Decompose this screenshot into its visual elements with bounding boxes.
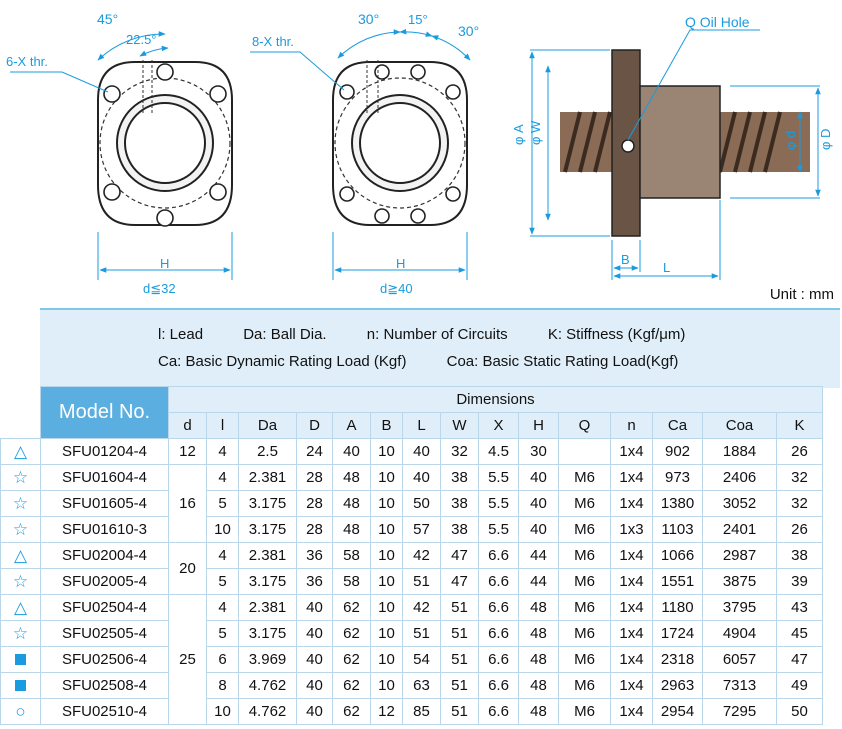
model-number: SFU01204-4 — [41, 439, 169, 465]
cell-k: 26 — [777, 517, 823, 543]
cell-q: M6 — [559, 621, 611, 647]
cell-n: 1x4 — [611, 439, 653, 465]
table-row — [1, 595, 823, 621]
model-number: SFU02004-4 — [41, 543, 169, 569]
row-marker — [1, 673, 41, 699]
table-row — [1, 517, 823, 543]
cell-h: 48 — [519, 647, 559, 673]
cell-x: 6.6 — [479, 543, 519, 569]
cell-w: 38 — [441, 517, 479, 543]
row-marker: △ — [1, 595, 41, 621]
cell-b: 10 — [371, 439, 403, 465]
legend-line-1 — [158, 326, 685, 343]
legend-box — [40, 308, 840, 388]
cell-x: 4.5 — [479, 439, 519, 465]
cell-l: 10 — [207, 517, 239, 543]
cell-b: 12 — [371, 699, 403, 725]
cell-w: 51 — [441, 621, 479, 647]
cell-l: 42 — [403, 595, 441, 621]
legend-static-load: Coa: Basic Static Rating Load(Kgf) — [446, 353, 679, 370]
legend-line-2 — [158, 353, 678, 370]
cell-ca: 2954 — [653, 699, 703, 725]
cell-q: M6 — [559, 699, 611, 725]
left-angle-45: 45° — [97, 11, 119, 27]
cell-n: 1x4 — [611, 543, 653, 569]
table-row — [1, 647, 823, 673]
cell-b: 10 — [371, 595, 403, 621]
dim-l-label: L — [663, 260, 671, 275]
cell-l: 8 — [207, 673, 239, 699]
legend-ball-dia: Da: Ball Dia. — [243, 326, 327, 343]
cell-k: 43 — [777, 595, 823, 621]
header-corner-2 — [1, 413, 41, 439]
spec-table — [0, 386, 823, 725]
cell-d: 28 — [297, 465, 333, 491]
oil-hole-label: Q Oil Hole — [685, 14, 750, 30]
cell-x: 6.6 — [479, 569, 519, 595]
left-dim-h: H — [160, 256, 170, 271]
cell-l: 4 — [207, 465, 239, 491]
dim-d-large-label: φ D — [818, 128, 833, 150]
model-number: SFU02510-4 — [41, 699, 169, 725]
row-marker: ☆ — [1, 517, 41, 543]
cell-da: 2.381 — [239, 595, 297, 621]
table-row — [1, 569, 823, 595]
cell-l: 85 — [403, 699, 441, 725]
cell-ca: 1066 — [653, 543, 703, 569]
column-header-da: Da — [239, 413, 297, 439]
cell-coa: 6057 — [703, 647, 777, 673]
cell-d: 24 — [297, 439, 333, 465]
cell-q: M6 — [559, 673, 611, 699]
row-marker: △ — [1, 439, 41, 465]
table-row — [1, 465, 823, 491]
cell-n: 1x4 — [611, 673, 653, 699]
column-header-l: l — [207, 413, 239, 439]
cell-l: 40 — [403, 439, 441, 465]
dim-w-label: φ W — [528, 120, 543, 145]
dim-b-label: B — [621, 252, 630, 267]
cell-a: 62 — [333, 647, 371, 673]
cell-q: M6 — [559, 595, 611, 621]
side-view-drawing — [511, 14, 833, 280]
row-marker: ○ — [1, 699, 41, 725]
cell-l: 57 — [403, 517, 441, 543]
mid-thread-label: 8-X thr. — [252, 34, 294, 49]
table-row — [1, 543, 823, 569]
cell-da: 2.381 — [239, 465, 297, 491]
cell-k: 38 — [777, 543, 823, 569]
cell-ca: 973 — [653, 465, 703, 491]
cell-w: 38 — [441, 465, 479, 491]
cell-q: M6 — [559, 569, 611, 595]
cell-q: M6 — [559, 491, 611, 517]
column-header-k: K — [777, 413, 823, 439]
cell-h: 30 — [519, 439, 559, 465]
unit-label: Unit : mm — [769, 286, 834, 303]
cell-ca: 1103 — [653, 517, 703, 543]
left-angle-22: 22.5° — [126, 32, 157, 47]
cell-h: 48 — [519, 621, 559, 647]
cell-k: 50 — [777, 699, 823, 725]
model-number: SFU01610-3 — [41, 517, 169, 543]
cell-l: 5 — [207, 569, 239, 595]
cell-l: 10 — [207, 699, 239, 725]
row-marker: ☆ — [1, 491, 41, 517]
cell-x: 6.6 — [479, 647, 519, 673]
cell-n: 1x4 — [611, 699, 653, 725]
cell-l: 40 — [403, 465, 441, 491]
cell-b: 10 — [371, 465, 403, 491]
cell-w: 51 — [441, 673, 479, 699]
dimensions-header: Dimensions — [169, 387, 823, 413]
cell-n: 1x4 — [611, 465, 653, 491]
cell-h: 48 — [519, 595, 559, 621]
cell-h: 44 — [519, 569, 559, 595]
cell-x: 6.6 — [479, 699, 519, 725]
flange-6-hole-drawing — [6, 11, 232, 296]
cell-a: 48 — [333, 517, 371, 543]
mid-angle-15: 15° — [408, 12, 428, 27]
cell-b: 10 — [371, 491, 403, 517]
cell-a: 58 — [333, 543, 371, 569]
cell-x: 6.6 — [479, 595, 519, 621]
cell-ca: 2963 — [653, 673, 703, 699]
cell-d: 40 — [297, 673, 333, 699]
cell-ca: 1180 — [653, 595, 703, 621]
cell-da: 4.762 — [239, 673, 297, 699]
cell-coa: 2987 — [703, 543, 777, 569]
cell-k: 45 — [777, 621, 823, 647]
cell-ca: 902 — [653, 439, 703, 465]
cell-coa: 3875 — [703, 569, 777, 595]
cell-coa: 7313 — [703, 673, 777, 699]
model-number: SFU02504-4 — [41, 595, 169, 621]
cell-a: 48 — [333, 491, 371, 517]
cell-b: 10 — [371, 647, 403, 673]
flange-8-hole-drawing — [250, 11, 479, 296]
column-header-l: L — [403, 413, 441, 439]
cell-coa: 3795 — [703, 595, 777, 621]
cell-n: 1x4 — [611, 621, 653, 647]
cell-h: 48 — [519, 699, 559, 725]
dim-d-small-label: φ d — [783, 130, 798, 150]
cell-coa: 4904 — [703, 621, 777, 647]
cell-d: 40 — [297, 621, 333, 647]
cell-n: 1x4 — [611, 595, 653, 621]
cell-b: 10 — [371, 517, 403, 543]
model-number: SFU02508-4 — [41, 673, 169, 699]
cell-h: 48 — [519, 673, 559, 699]
cell-q: M6 — [559, 465, 611, 491]
cell-l: 4 — [207, 543, 239, 569]
cell-k: 32 — [777, 491, 823, 517]
cell-d: 25 — [169, 595, 207, 725]
cell-d: 40 — [297, 647, 333, 673]
cell-a: 62 — [333, 595, 371, 621]
legend-circuits: n: Number of Circuits — [366, 326, 508, 343]
cell-ca: 1724 — [653, 621, 703, 647]
header-corner — [1, 387, 41, 413]
cell-w: 51 — [441, 647, 479, 673]
model-number: SFU02506-4 — [41, 647, 169, 673]
cell-x: 5.5 — [479, 517, 519, 543]
mid-angle-30a: 30° — [358, 11, 380, 27]
column-header-n: n — [611, 413, 653, 439]
cell-da: 3.175 — [239, 491, 297, 517]
cell-q: M6 — [559, 543, 611, 569]
cell-b: 10 — [371, 569, 403, 595]
cell-k: 47 — [777, 647, 823, 673]
cell-n: 1x4 — [611, 491, 653, 517]
cell-w: 47 — [441, 543, 479, 569]
cell-l: 50 — [403, 491, 441, 517]
model-number: SFU01604-4 — [41, 465, 169, 491]
model-number: SFU02505-4 — [41, 621, 169, 647]
cell-da: 2.381 — [239, 543, 297, 569]
cell-d: 16 — [169, 465, 207, 543]
cell-k: 39 — [777, 569, 823, 595]
row-marker: ☆ — [1, 569, 41, 595]
row-marker: ☆ — [1, 621, 41, 647]
cell-da: 2.5 — [239, 439, 297, 465]
cell-da: 3.969 — [239, 647, 297, 673]
cell-coa: 2401 — [703, 517, 777, 543]
cell-h: 40 — [519, 517, 559, 543]
cell-l: 5 — [207, 621, 239, 647]
cell-x: 6.6 — [479, 673, 519, 699]
row-marker: △ — [1, 543, 41, 569]
legend-dynamic-load: Ca: Basic Dynamic Rating Load (Kgf) — [158, 353, 407, 370]
cell-h: 40 — [519, 491, 559, 517]
cell-k: 26 — [777, 439, 823, 465]
cell-coa: 2406 — [703, 465, 777, 491]
cell-ca: 1380 — [653, 491, 703, 517]
cell-a: 62 — [333, 621, 371, 647]
cell-da: 3.175 — [239, 569, 297, 595]
cell-a: 40 — [333, 439, 371, 465]
cell-a: 62 — [333, 673, 371, 699]
cell-l: 63 — [403, 673, 441, 699]
cell-d: 28 — [297, 517, 333, 543]
cell-w: 51 — [441, 699, 479, 725]
cell-da: 3.175 — [239, 621, 297, 647]
cell-da: 4.762 — [239, 699, 297, 725]
technical-drawings — [0, 0, 842, 300]
cell-d: 36 — [297, 543, 333, 569]
cell-l: 51 — [403, 621, 441, 647]
column-header-w: W — [441, 413, 479, 439]
cell-k: 32 — [777, 465, 823, 491]
cell-q — [559, 439, 611, 465]
cell-l: 5 — [207, 491, 239, 517]
cell-ca: 1551 — [653, 569, 703, 595]
cell-d: 40 — [297, 699, 333, 725]
cell-h: 40 — [519, 465, 559, 491]
row-marker — [1, 647, 41, 673]
legend-lead: l: Lead — [158, 326, 204, 343]
column-header-d: D — [297, 413, 333, 439]
legend-stiffness: K: Stiffness (Kgf/μm) — [547, 326, 686, 343]
cell-d: 28 — [297, 491, 333, 517]
cell-d: 40 — [297, 595, 333, 621]
cell-a: 48 — [333, 465, 371, 491]
column-header-x: X — [479, 413, 519, 439]
cell-a: 58 — [333, 569, 371, 595]
column-header-coa: Coa — [703, 413, 777, 439]
column-header-h: H — [519, 413, 559, 439]
mid-angle-30b: 30° — [458, 23, 480, 39]
left-thread-label: 6-X thr. — [6, 54, 48, 69]
cell-d: 20 — [169, 543, 207, 595]
column-header-b: B — [371, 413, 403, 439]
row-marker: ☆ — [1, 465, 41, 491]
cell-b: 10 — [371, 621, 403, 647]
left-condition: d≦32 — [143, 281, 176, 296]
cell-d: 36 — [297, 569, 333, 595]
cell-w: 32 — [441, 439, 479, 465]
table-row — [1, 621, 823, 647]
column-header-a: A — [333, 413, 371, 439]
cell-ca: 2318 — [653, 647, 703, 673]
mid-condition: d≧40 — [380, 281, 413, 296]
cell-l: 6 — [207, 647, 239, 673]
cell-coa: 1884 — [703, 439, 777, 465]
cell-n: 1x4 — [611, 569, 653, 595]
model-number: SFU02005-4 — [41, 569, 169, 595]
column-header-q: Q — [559, 413, 611, 439]
cell-x: 6.6 — [479, 621, 519, 647]
cell-l: 54 — [403, 647, 441, 673]
table-row — [1, 699, 823, 725]
cell-x: 5.5 — [479, 465, 519, 491]
cell-q: M6 — [559, 647, 611, 673]
cell-l: 51 — [403, 569, 441, 595]
cell-coa: 3052 — [703, 491, 777, 517]
cell-b: 10 — [371, 673, 403, 699]
cell-l: 4 — [207, 439, 239, 465]
cell-b: 10 — [371, 543, 403, 569]
cell-q: M6 — [559, 517, 611, 543]
cell-l: 4 — [207, 595, 239, 621]
cell-h: 44 — [519, 543, 559, 569]
model-number: SFU01605-4 — [41, 491, 169, 517]
cell-d: 12 — [169, 439, 207, 465]
column-header-d: d — [169, 413, 207, 439]
cell-n: 1x4 — [611, 647, 653, 673]
cell-w: 51 — [441, 595, 479, 621]
mid-dim-h: H — [396, 256, 406, 271]
cell-coa: 7295 — [703, 699, 777, 725]
column-header-ca: Ca — [653, 413, 703, 439]
cell-w: 38 — [441, 491, 479, 517]
cell-w: 47 — [441, 569, 479, 595]
cell-x: 5.5 — [479, 491, 519, 517]
cell-l: 42 — [403, 543, 441, 569]
cell-k: 49 — [777, 673, 823, 699]
table-row — [1, 491, 823, 517]
table-row — [1, 673, 823, 699]
cell-n: 1x3 — [611, 517, 653, 543]
dim-a-label: φ A — [511, 124, 526, 145]
table-row — [1, 439, 823, 465]
model-header: Model No. — [41, 387, 169, 439]
cell-da: 3.175 — [239, 517, 297, 543]
cell-a: 62 — [333, 699, 371, 725]
